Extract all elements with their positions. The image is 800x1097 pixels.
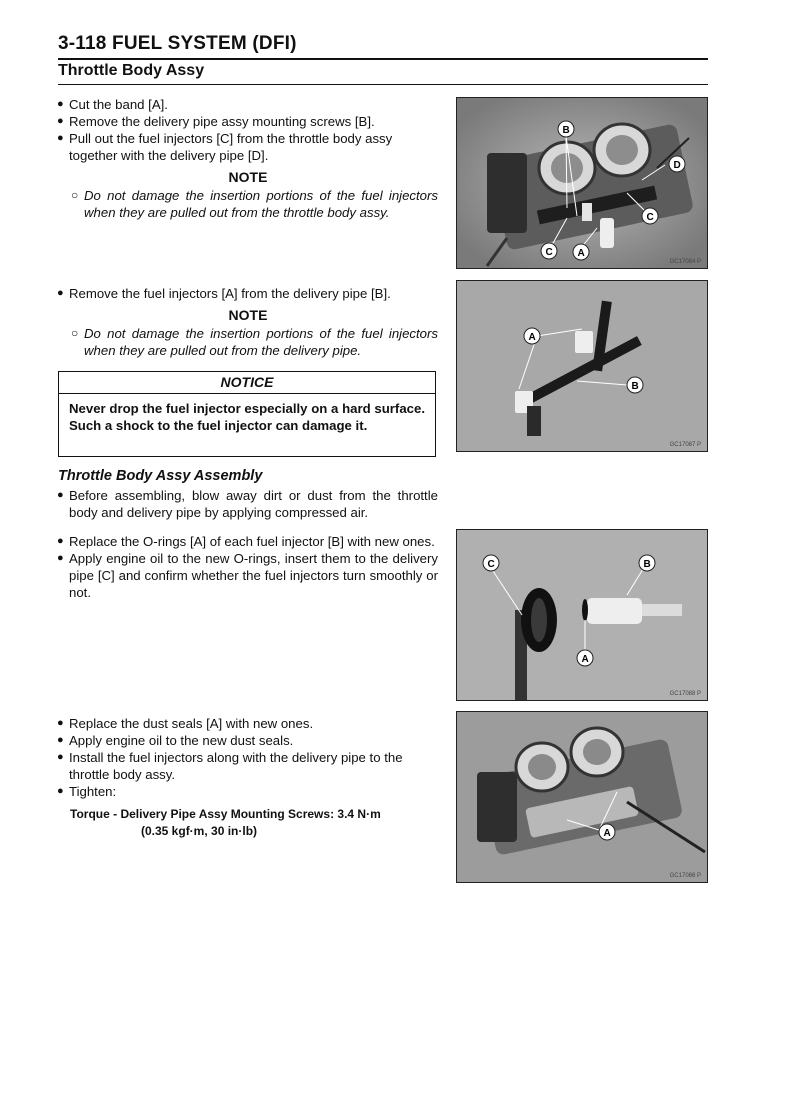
header-rule	[58, 58, 708, 60]
photo-code: GC17088 P	[669, 691, 701, 697]
step-oil-seals: ● Apply engine oil to the new dust seals.	[58, 732, 438, 749]
label-c: C	[487, 559, 495, 570]
injector-removal-block	[58, 285, 438, 359]
assembly-title: Throttle Body Assy Assembly	[58, 468, 263, 484]
label-b: B	[631, 381, 639, 392]
label-a: A	[577, 248, 585, 259]
photo-code: GC17086 P	[669, 873, 701, 879]
dust-seal-photo	[456, 711, 708, 883]
step-pull-injectors: ● Pull out the fuel injectors [C] from the throttle body assy together with the delivery pipe [D].	[58, 130, 438, 164]
step-remove-injectors: ● Remove the fuel injectors [A] from the delivery pipe [B].	[58, 285, 438, 302]
torque-spec	[70, 806, 438, 840]
section-title: Throttle Body Assy	[58, 62, 205, 79]
assembly-block-1	[58, 487, 438, 521]
page-header	[58, 33, 708, 55]
step-replace-orings: ● Replace the O-rings [A] of each fuel injector [B] with new ones.	[58, 533, 438, 550]
torque-line-2: (0.35 kgf·m, 30 in·lb)	[141, 824, 258, 838]
label-d: D	[673, 160, 681, 171]
step-remove-screws: ● Remove the delivery pipe assy mounting screws [B].	[58, 113, 438, 130]
photo-code: GC17087 P	[669, 442, 701, 448]
note-label: NOTE	[228, 307, 268, 323]
step-install-injectors: ● Install the fuel injectors along with the delivery pipe to the throttle body assy.	[58, 749, 438, 783]
step-apply-oil: ● Apply engine oil to the new O-rings, insert them to the delivery pipe [C] and confirm whether the fuel injectors turn smoothly or not.	[58, 550, 438, 601]
note-text: ○ Do not damage the insertion portions of the fuel injectors when they are pulled out from the throttle body assy.	[58, 187, 438, 221]
section-rule	[58, 84, 708, 85]
label-b: B	[562, 125, 570, 136]
delivery-pipe-photo	[456, 280, 708, 452]
step-blow-dirt: ● Before assembling, blow away dirt or dust from the throttle body and delivery pipe by applying compressed air.	[58, 487, 438, 521]
step-replace-seals: ● Replace the dust seals [A] with new ones.	[58, 715, 438, 732]
label-a: A	[581, 654, 589, 665]
assembly-block-3	[58, 715, 438, 800]
notice-label: NOTICE	[59, 372, 435, 394]
photo-code: GC17084 P	[669, 259, 701, 265]
step-tighten: ● Tighten:	[58, 783, 438, 800]
assembly-block-2	[58, 533, 438, 601]
throttle-body-photo	[456, 97, 708, 269]
step-cut-band: ● Cut the band [A].	[58, 96, 438, 113]
label-a: A	[603, 828, 611, 839]
page-title: 3-118 FUEL SYSTEM (DFI)	[58, 33, 297, 54]
notice-text: Never drop the fuel injector especially on a hard surface. Such a shock to the fuel injector can damage it.	[69, 401, 425, 433]
label-c: C	[646, 212, 654, 223]
torque-line-1: Torque - Delivery Pipe Assy Mounting Screws: 3.4 N·m	[70, 807, 381, 821]
note-text: ○ Do not damage the insertion portions of the fuel injectors when they are pulled out from the delivery pipe.	[58, 325, 438, 359]
notice-box	[58, 371, 436, 457]
label-b: B	[643, 559, 651, 570]
removal-steps-block	[58, 96, 438, 221]
label-a: A	[528, 332, 536, 343]
oring-injector-photo	[456, 529, 708, 701]
note-label: NOTE	[228, 169, 268, 185]
label-c: C	[545, 247, 553, 258]
